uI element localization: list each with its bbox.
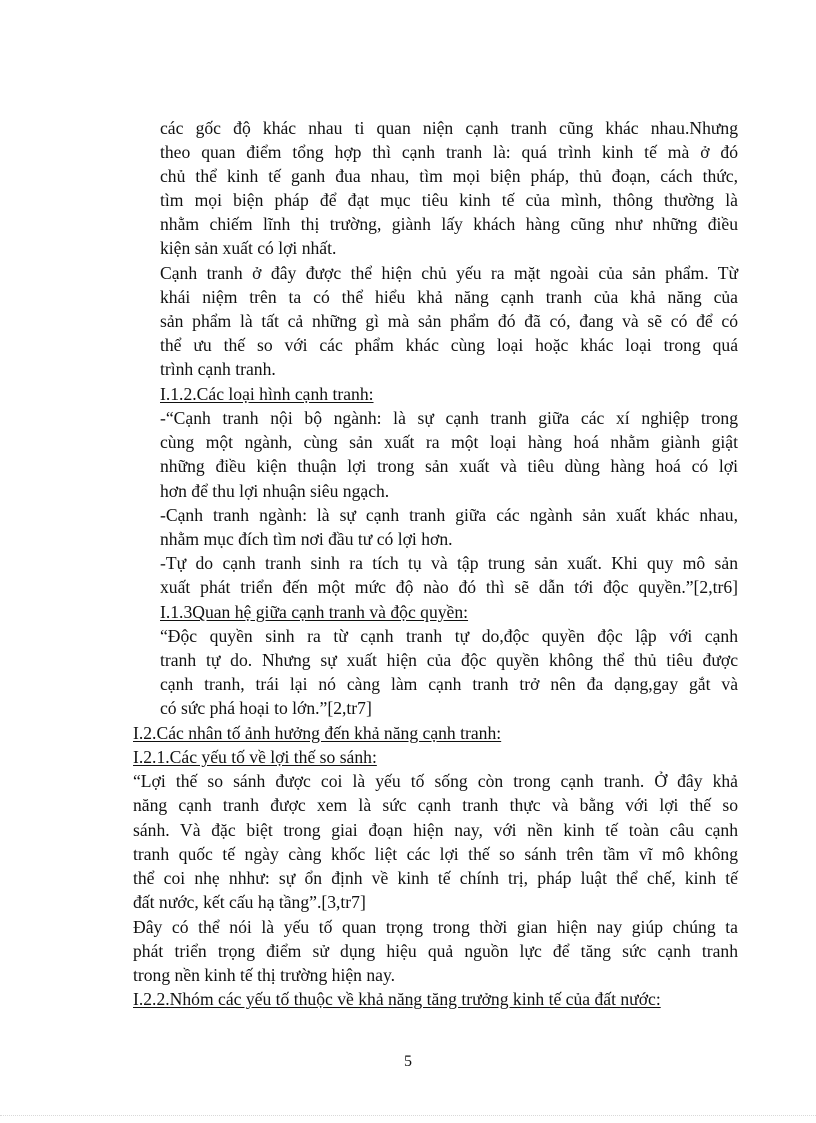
body-text-line: sản phẩm là tất cả những gì mà sản phẩm đó đã có, đang và sẽ có để có: [160, 311, 738, 331]
body-text-line: Đây có thể nói là yếu tố quan trọng trong thời gian hiện nay giúp chúng ta: [133, 917, 738, 937]
section-heading: I.1.2.Các loại hình cạnh tranh:: [160, 384, 374, 404]
body-text-line: đất nước, kết cấu hạ tầng”.[3,tr7]: [133, 892, 366, 912]
body-text-line: có sức phá hoại to lớn.”[2,tr7]: [160, 698, 372, 718]
page-bottom-divider: [0, 1115, 816, 1116]
body-text-line: cùng một ngành, cùng sản xuất ra một loại hàng hoá nhằm giành giật: [160, 432, 738, 452]
body-text-line: -Cạnh tranh ngành: là sự cạnh tranh giữa các ngành sản xuất khác nhau,: [160, 505, 738, 525]
body-text-line: thể coi nhẹ nhhư: sự ổn định về kinh tế chính trị, pháp luật thể chế, kinh tế: [133, 868, 738, 888]
section-heading: I.1.3Quan hệ giữa cạnh tranh và độc quyền:: [160, 602, 469, 622]
body-text-line: những điều kiện thuận lợi trong sản xuất và tiêu dùng hàng hoá có lợi: [160, 456, 738, 476]
body-text-line: xuất phát triển đến một mức độ nào đó thì sẽ dẫn tới độc quyền.”[2,tr6]: [160, 577, 738, 597]
body-text-line: thể ưu thế so với các phẩm khác cùng loại hoặc khác loại trong quá: [160, 335, 738, 355]
body-text-line: -Tự do cạnh tranh sinh ra tích tụ và tập trung sản xuất. Khi quy mô sản: [160, 553, 738, 573]
body-text-line: trình cạnh tranh.: [160, 359, 276, 379]
body-text-line: sánh. Và đặc biệt trong giai đoạn hiện nay, với nền kinh tế toàn câu cạnh: [133, 820, 738, 840]
body-text-line: trong nền kinh tế thị trường hiện nay.: [133, 965, 396, 985]
body-text-line: các gốc độ khác nhau ti quan niện cạnh tranh cũng khác nhau.Nhưng: [160, 118, 738, 138]
subsection-heading: I.2.2.Nhóm các yếu tố thuộc về khả năng tăng trưởng kinh tế của đất nước:: [133, 989, 661, 1009]
subsection-heading: I.2.1.Các yếu tố về lợi thế so sánh:: [133, 747, 377, 767]
body-text-line: tranh quốc tế ngày càng khốc liệt các lợi thế so sánh trên tầm vĩ mô không: [133, 844, 738, 864]
body-text-line: theo quan điểm tổng hợp thì cạnh tranh là: quá trình kinh tế mà ở đó: [160, 142, 738, 162]
body-text-line: phát triển trọng điểm sử dụng hiệu quả nguồn lực để tăng sức cạnh tranh: [133, 941, 738, 961]
body-text-line: cạnh tranh, trái lại nó càng làm cạnh tranh trở nên đa dạng,gay gắt và: [160, 674, 738, 694]
body-text-line: kiện sản xuất có lợi nhất.: [160, 238, 337, 258]
body-text-line: “Độc quyền sinh ra từ cạnh tranh tự do,độc quyền độc lập với cạnh: [160, 626, 738, 646]
body-text-line: “Lợi thế so sánh được coi là yếu tố sống còn trong cạnh tranh. Ở đây khả: [133, 771, 738, 791]
body-text-line: khái niệm trên ta có thể hiểu khả năng cạnh tranh của khả năng của: [160, 287, 738, 307]
page-number: 5: [404, 1053, 412, 1070]
body-text-line: chủ thể kinh tế ganh đua nhau, tìm mọi biện pháp, thủ đoạn, cách thức,: [160, 166, 738, 186]
body-text-line: -“Cạnh tranh nội bộ ngành: là sự cạnh tranh giữa các xí nghiệp trong: [160, 408, 738, 428]
body-text-line: Cạnh tranh ở đây được thể hiện chủ yếu ra mặt ngoài của sản phẩm. Từ: [160, 263, 738, 283]
body-text-line: năng cạnh tranh được xem là sức cạnh tranh thực và bằng với lợi thế so: [133, 795, 738, 815]
body-text-line: nhằm chiếm lĩnh thị trường, giành lấy khách hàng cũng như những điều: [160, 214, 738, 234]
body-text-line: hơn để thu lợi nhuận siêu ngạch.: [160, 481, 390, 501]
body-text-line: tranh tự do. Nhưng sự xuất hiện của độc quyền không thể thủ tiêu được: [160, 650, 738, 670]
body-text-line: nhằm mục đích tìm nơi đầu tư có lợi hơn.: [160, 529, 453, 549]
section-heading: I.2.Các nhân tố ảnh hưởng đến khả năng cạnh tranh:: [133, 723, 502, 743]
body-text-line: tìm mọi biện pháp để đạt mục tiêu kinh tế của mình, thông thường là: [160, 190, 738, 210]
